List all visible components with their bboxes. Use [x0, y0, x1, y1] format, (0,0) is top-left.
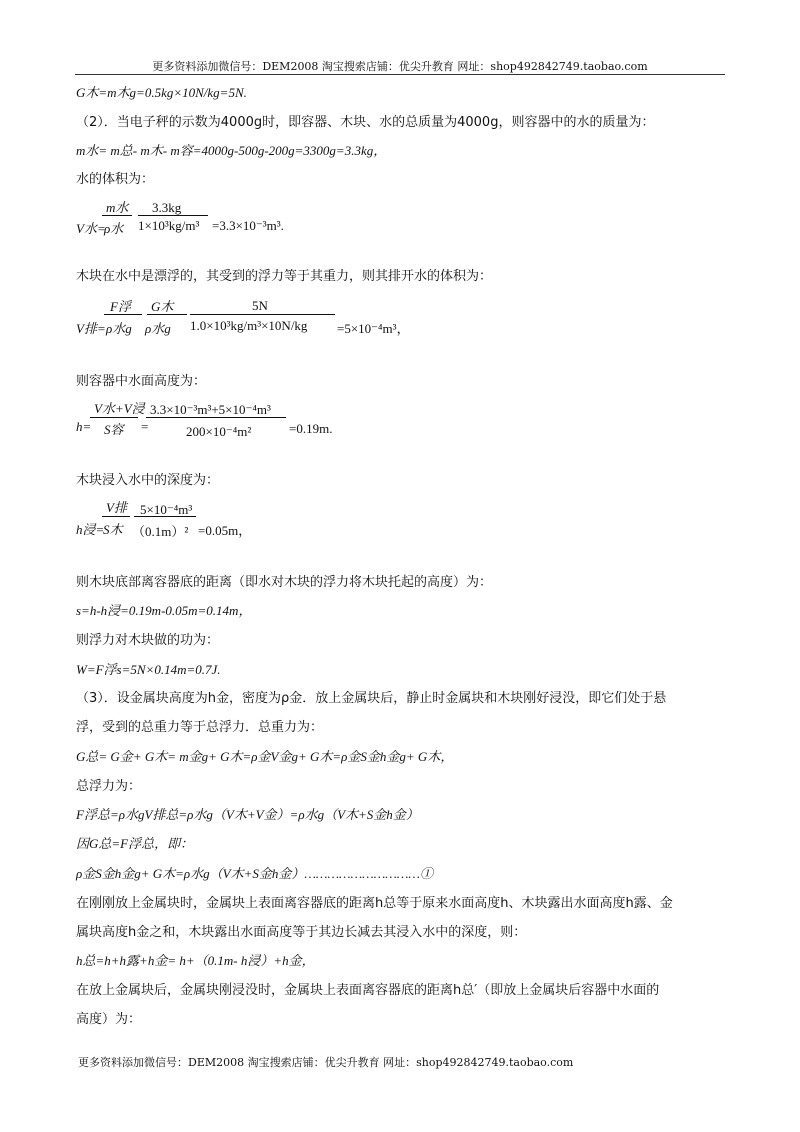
f3-lhs: h= [76, 419, 92, 434]
line-lift-distance-label: 则木块底部离容器底的距离（即水对木块的浮力将木块托起的高度）为： [76, 575, 493, 590]
f3-numerator-1: V水+V浸 [94, 401, 145, 416]
line-height-sum: h总=h+h露+h金= h+（0.1m- h浸）+h金， [76, 953, 315, 968]
f4-numerator-2: 5×10⁻⁴m³ [140, 502, 193, 517]
line-part3-intro-cont: 浮，受到的总重力等于总浮力．总重力为： [76, 720, 324, 735]
line-lift-distance: s=h-h浸=0.19m-0.05m=0.14m， [76, 603, 252, 618]
f4-denominator-2: （0.1m）² [132, 524, 189, 539]
f4-fraction-bar-2 [134, 516, 196, 517]
line-total-buoyancy: F浮总=ρ水gV排总=ρ水g（V木+V金）=ρ水g（V木+S金h金） [76, 807, 419, 822]
line-height-sum-desc-cont: 属块高度h金之和，木块露出水面高度等于其边长减去其浸入水中的深度，则： [76, 925, 527, 940]
f2-numerator-3: 5N [252, 298, 268, 313]
line-after-placing-desc: 在放上金属块后，金属块刚浸没时，金属块上表面离容器底的距离h总′（即放上金属块后容器中水面的 [76, 983, 660, 998]
f1-denominator-1: ρ水 [104, 221, 124, 236]
f2-numerator-2: G木 [151, 299, 174, 314]
line-equation-1: ρ金S金h金g+ G木=ρ水g（V木+S金h金）…………………………① [76, 866, 433, 881]
f2-denominator-1: ρ水g [106, 321, 132, 336]
f2-fraction-bar-2 [147, 314, 187, 315]
f3-result: =0.19m. [289, 421, 333, 436]
line-part2-intro: （2）．当电子秤的示数为4000g时，即容器、木块、水的总质量为4000g，则容器中的水的质量为： [76, 115, 655, 130]
f3-fraction-bar-1 [90, 417, 138, 418]
line-water-volume-label: 水的体积为： [76, 172, 155, 187]
f2-fraction-bar-3 [190, 314, 335, 315]
f1-fraction-bar-1 [102, 215, 132, 216]
line-water-height-label: 则容器中水面高度为： [76, 374, 207, 389]
f2-fraction-bar-1 [104, 314, 142, 315]
line-immersion-depth-label: 木块浸入水中的深度为： [76, 473, 220, 488]
f4-result: =0.05m， [198, 523, 252, 538]
page-footer: 更多资料添加微信号：DEM2008 淘宝搜索店铺：优尖升教育 网址：shop492842749.taobao.com [78, 1056, 574, 1069]
f1-numerator-2: 3.3kg [152, 200, 182, 215]
line-total-buoyancy-label: 总浮力为： [76, 779, 142, 794]
f1-fraction-bar-2 [138, 215, 208, 216]
f4-lhs: h浸= [76, 522, 105, 537]
f3-denominator-2: 200×10⁻⁴m² [186, 424, 252, 439]
f2-lhs: V排= [76, 321, 106, 336]
f3-equals: = [141, 419, 149, 434]
f2-denominator-3: 1.0×10³kg/m³×10N/kg [190, 318, 308, 333]
f4-denominator-1: S木 [103, 522, 123, 537]
line-work-label: 则浮力对木块做的功为： [76, 633, 220, 648]
f3-fraction-bar-2 [146, 417, 286, 418]
f2-denominator-2: ρ水g [145, 321, 171, 336]
line-buoyancy-intro: 木块在水中是漂浮的，其受到的浮力等于其重力，则其排开水的体积为： [76, 269, 493, 284]
f4-numerator-1: V排 [106, 500, 127, 515]
f3-numerator-2: 3.3×10⁻³m³+5×10⁻⁴m³ [150, 402, 271, 417]
f2-result: =5×10⁻⁴m³， [337, 321, 410, 336]
line-total-gravity: G总= G金+ G木= m金g+ G木=ρ金V金g+ G木=ρ金S金h金g+ G木， [76, 749, 454, 764]
line-equality-label: 因G总=F浮总，即： [76, 836, 194, 851]
header-rule [75, 74, 725, 75]
f1-numerator-1: m水 [106, 200, 129, 215]
f4-fraction-bar-1 [102, 516, 130, 517]
line-part3-intro: （3）．设金属块高度为h金，密度为ρ金．放上金属块后，静止时金属块和木块刚好浸没，即它们处于悬 [76, 691, 667, 706]
f3-denominator-1: S容 [104, 422, 124, 437]
f1-result: =3.3×10⁻³m³. [212, 218, 284, 233]
f1-denominator-2: 1×10³kg/m³ [138, 218, 200, 233]
page-header: 更多资料添加微信号：DEM2008 淘宝搜索店铺：优尖升教育 网址：shop492842749.taobao.com [152, 60, 648, 73]
line-wood-weight: G木=m木g=0.5kg×10N/kg=5N. [76, 85, 247, 100]
f2-numerator-1: F浮 [110, 299, 131, 314]
f1-lhs: V水= [76, 221, 106, 236]
line-after-placing-desc-cont: 高度）为： [76, 1012, 142, 1027]
line-work: W=F浮s=5N×0.14m=0.7J. [76, 662, 221, 677]
line-height-sum-desc: 在刚刚放上金属块时，金属块上表面离容器底的距离h总等于原来水面高度h、木块露出水面高度h露、金 [76, 896, 673, 911]
line-water-mass: m水= m总- m木- m容=4000g-500g-200g=3300g=3.3kg， [76, 143, 387, 158]
